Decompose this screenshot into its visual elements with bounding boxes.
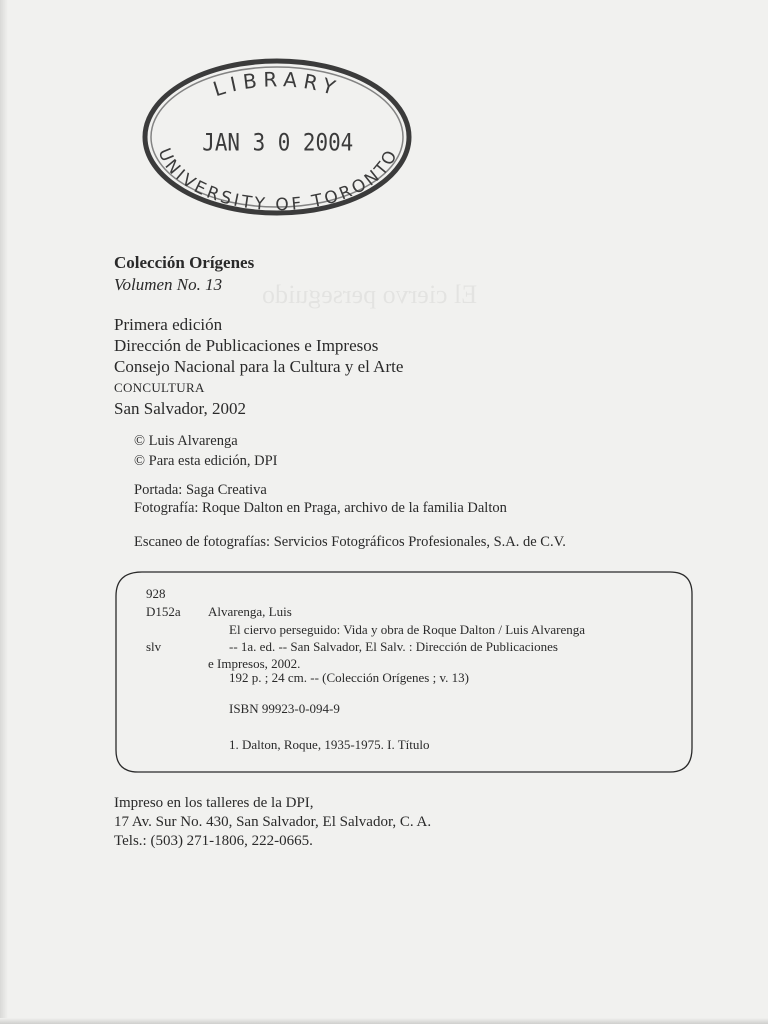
printer-line: Tels.: (503) 271-1806, 222-0665. — [114, 833, 313, 849]
edition-line: Consejo Nacional para la Cultura y el Arte — [114, 357, 404, 376]
library-stamp — [140, 55, 415, 220]
cover-credit: Portada: Saga Creativa — [134, 482, 267, 498]
stamp-bottom-text: UNIVERSITY OF TORONTO — [153, 145, 403, 216]
credits-block — [134, 481, 507, 517]
scan-credit: Escaneo de fotografías: Servicios Fotográficos Profesionales, S.A. de C.V. — [134, 534, 566, 550]
catalog-edition-line: -- 1a. ed. -- San Salvador, El Salv. : Dirección de Publicaciones — [229, 639, 558, 654]
catalog-physical: 192 p. ; 24 cm. -- (Colección Orígenes ; v. 13) — [229, 670, 469, 685]
scan-credit-block — [134, 533, 566, 551]
collection-block — [114, 252, 254, 296]
collection-name: Colección Orígenes — [114, 253, 255, 272]
copyright-block — [134, 431, 278, 471]
collection-volume: Volumen No. 13 — [114, 275, 223, 294]
catalog-isbn: ISBN 99923-0-094-9 — [229, 701, 340, 716]
edition-line: Primera edición — [114, 315, 223, 334]
page-bottom-shadow — [0, 1018, 768, 1024]
copyright-line: © Luis Alvarenga — [134, 433, 238, 449]
catalog-subjects: 1. Dalton, Roque, 1935-1975. I. Título — [229, 737, 430, 752]
photo-credit: Fotografía: Roque Dalton en Praga, archivo de la familia Dalton — [134, 500, 507, 516]
catalog-class-number: 928 — [146, 586, 166, 601]
catalog-language: slv — [146, 639, 162, 654]
printer-line: 17 Av. Sur No. 430, San Salvador, El Salvador, C. A. — [114, 814, 432, 830]
printer-line: Impreso en los talleres de la DPI, — [114, 795, 314, 811]
catalog-cutter: D152a — [146, 604, 181, 619]
edition-block — [114, 314, 403, 419]
stamp-top-text: LIBRARY — [210, 67, 344, 102]
bleed-through-text: El ciervo perseguido — [262, 280, 478, 309]
page-edge-shadow — [0, 0, 8, 1024]
printer-block — [114, 794, 431, 851]
edition-acronym: CONCULTURA — [114, 380, 205, 395]
catalog-title: El ciervo perseguido: Vida y obra de Roque Dalton / Luis Alvarenga — [229, 622, 586, 637]
copyright-line: © Para esta edición, DPI — [134, 453, 278, 469]
catalog-author: Alvarenga, Luis — [208, 604, 292, 619]
catalog-card — [114, 570, 694, 774]
stamp-date: JAN 3 0 2004 — [202, 129, 354, 158]
edition-line: Dirección de Publicaciones e Impresos — [114, 336, 379, 355]
edition-place-year: San Salvador, 2002 — [114, 399, 246, 418]
catalog-edition-line: e Impresos, 2002. — [208, 656, 301, 671]
